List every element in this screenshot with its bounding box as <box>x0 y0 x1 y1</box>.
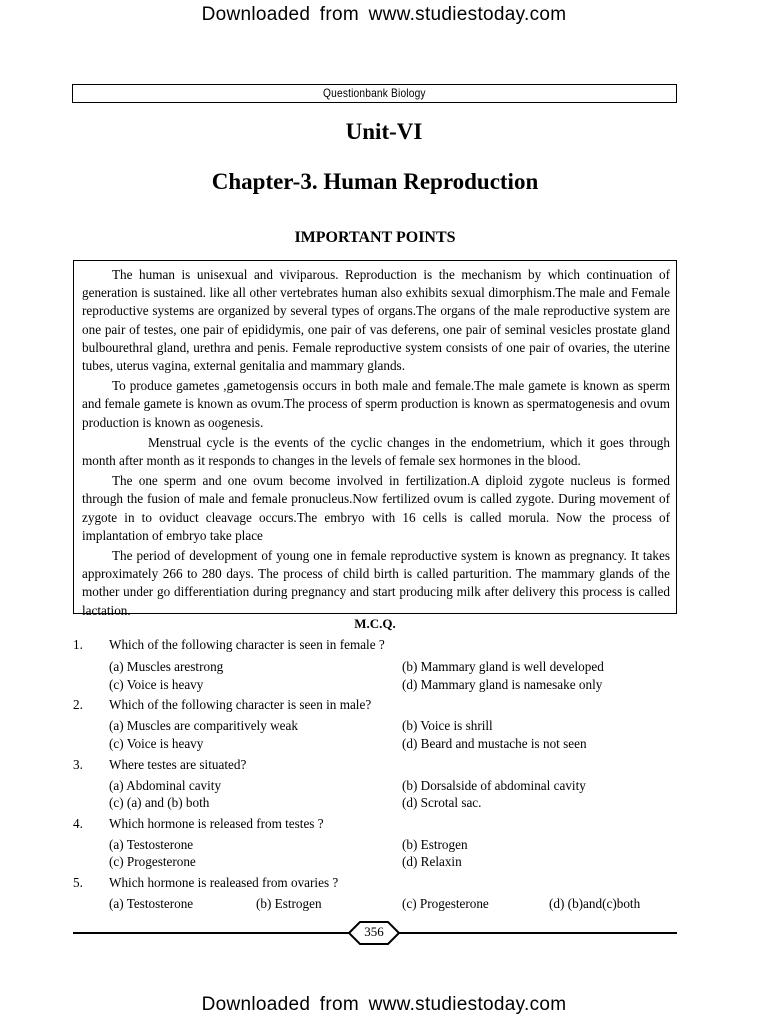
question-text: Which hormone is realeased from ovaries ? <box>109 875 339 890</box>
option-c: (c) (a) and (b) both <box>109 795 210 810</box>
question-text: Which hormone is released from testes ? <box>109 816 324 831</box>
section-title: IMPORTANT POINTS <box>294 229 456 246</box>
question-number: 4. <box>73 816 83 831</box>
option-b: (b) Voice is shrill <box>402 718 493 733</box>
paragraph: The period of development of young one in female reproductive system is known as pregnancy. It takes approximately 266 to 280 days. The process of child birth is called parturition. The mammary glands of the mother under go differentiation during pregnancy and start producing milk after delivery this process is called lactation. <box>82 548 670 618</box>
mcq-heading: M.C.Q. <box>354 616 396 631</box>
question-number: 5. <box>73 875 83 890</box>
option-d: (d) Beard and mustache is not seen <box>402 736 587 751</box>
paragraph: To produce gametes ,gametogensis occurs in both male and female.The male gamete is known as sperm and female gamete is known as ovum.The process of sperm production is known as spermatogenesis and ovum production is known as oogenesis. <box>82 378 670 430</box>
option-a: (a) Muscles are comparitively weak <box>109 718 298 733</box>
question-text: Which of the following character is seen in male? <box>109 697 372 712</box>
page-number-badge <box>347 920 401 946</box>
option-a: (a) Testosterone <box>109 896 194 911</box>
option-b: (b) Mammary gland is well developed <box>402 659 604 674</box>
option-a: (a) Muscles arestrong <box>109 659 224 674</box>
option-d: (d) Scrotal sac. <box>402 795 482 810</box>
option-b: (b) Estrogen <box>256 896 322 911</box>
option-b: (b) Estrogen <box>402 837 468 852</box>
option-b: (b) Dorsalside of abdominal cavity <box>402 778 586 793</box>
option-c: (c) Voice is heavy <box>109 677 204 692</box>
download-source-footer: Downloaded from www.studiestoday.com <box>201 994 567 1015</box>
option-c: (c) Voice is heavy <box>109 736 204 751</box>
question-number: 2. <box>73 697 83 712</box>
option-c: (c) Progesterone <box>109 854 196 869</box>
download-source-header: Downloaded from www.studiestoday.com <box>201 4 567 25</box>
question-text: Where testes are situated? <box>109 757 247 772</box>
chapter-title: Chapter-3. Human Reproduction <box>211 169 539 194</box>
question-number: 1. <box>73 637 83 652</box>
option-d: (d) Relaxin <box>402 854 462 869</box>
footer-rule-left <box>73 932 350 934</box>
paragraph: Menstrual cycle is the events of the cyclic changes in the endometrium, which it goes through month after month as it responds to changes in the levels of female sex hormones in the blood. <box>82 434 670 469</box>
option-c: (c) Progesterone <box>402 896 489 911</box>
unit-title: Unit-VI <box>345 119 423 144</box>
paragraph: The one sperm and one ovum become involved in fertilization.A diploid zygote nucleus is formed through the fusion of male and female pronucleus.Now fertilized ovum is called zygote. During movement of zygote in to oviduct cleavage occurs.The embryo with 16 cells is called morula. Now the process of implantation of embryo take place <box>82 473 670 543</box>
paragraph: The human is unisexual and viviparous. Reproduction is the mechanism by which continuation of generation is sustained. like all other vertebrates human also exhibits sexual dimorphism.The male and Female reproductive systems are organized by several types of organs.The organs of the male reproductive system are one pair of testes, one pair of epididymis, one pair of vas deferens, one pair of seminal vesicles prostate gland bulbourethral gland, urethra and penis. Female reproductive system consists of one pair of ovaries, the uterine tubes, uterus vagina, external genitalia and mammary glands. <box>82 267 670 374</box>
page-number: 356 <box>364 924 384 939</box>
question-number: 3. <box>73 757 83 772</box>
question-text: Which of the following character is seen in female ? <box>109 637 385 652</box>
questionbank-header-box <box>72 84 677 103</box>
option-d: (d) Mammary gland is namesake only <box>402 677 603 692</box>
option-a: (a) Abdominal cavity <box>109 778 222 793</box>
important-points-box <box>73 260 677 618</box>
questionbank-title: Questionbank Biology <box>323 86 426 100</box>
option-d: (d) (b)and(c)both <box>549 896 641 911</box>
option-a: (a) Testosterone <box>109 837 194 852</box>
footer-rule-right <box>398 932 677 934</box>
